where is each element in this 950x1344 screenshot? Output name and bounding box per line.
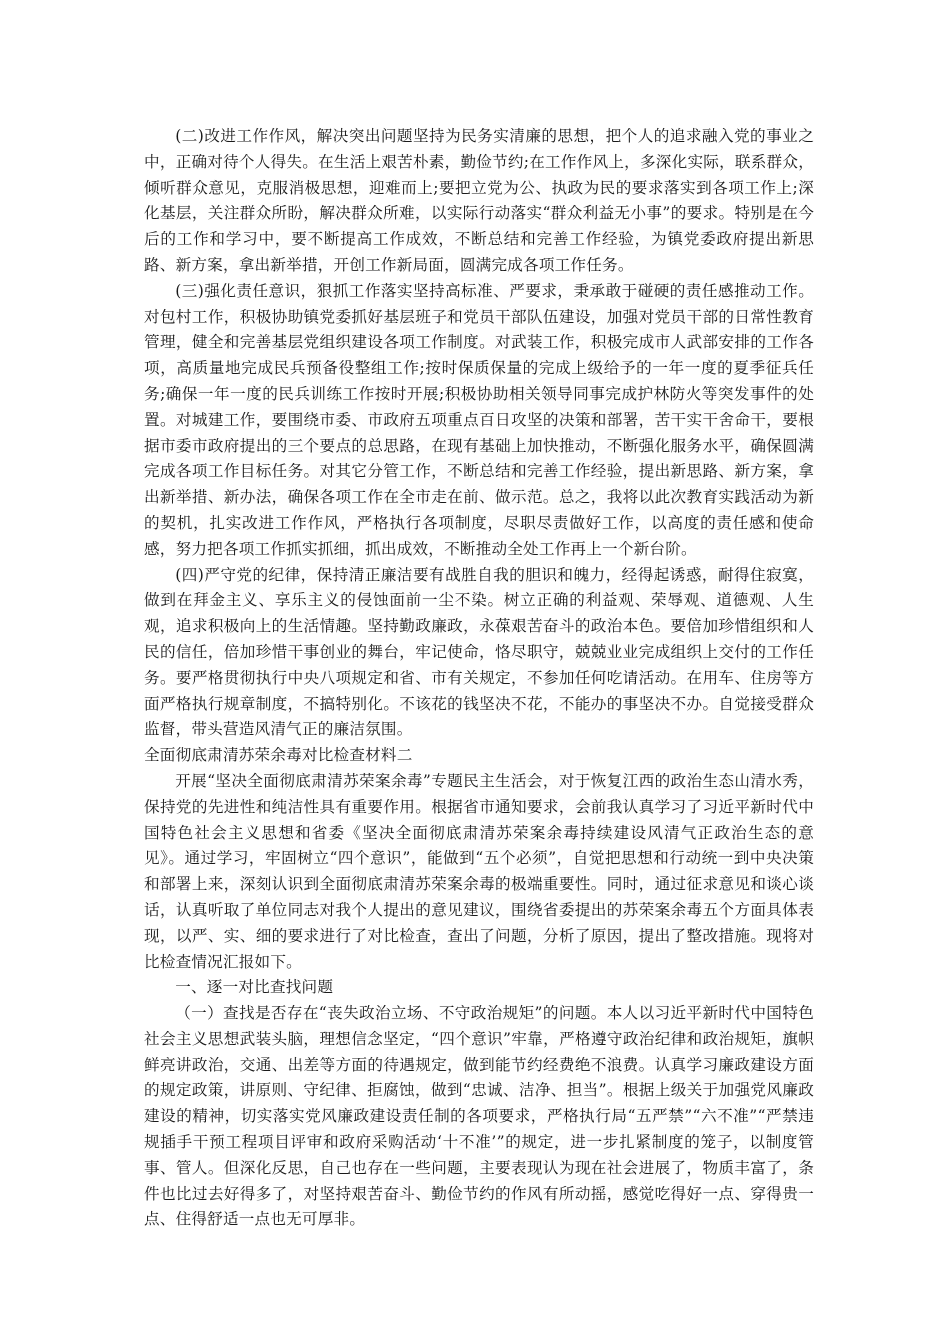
paragraph-improve-work-style: (二)改进工作作风，解决突出问题坚持为民务实清廉的思想，把个人的追求融入党的事业之中，正确对待个人得失。在生活上艰苦朴素，勤俭节约;在工作作风上，多深化实际，联系群众，倾听群众意见，克服消极思想，迎难而上;要把立党为公、执政为民的要求落实到各项工作上;深化基层，关注群众所盼，解决群众所难，以实际行动落实“群众利益无小事”的要求。特别是在今后的工作和学习中，要不断提高工作成效，不断总结和完善工作经验，为镇党委政府提出新思路、新方案，拿出新举措，开创工作新局面，圆满完成各项工作任务。 <box>144 127 814 274</box>
section-heading-problems: 一、逐一对比查找问题 <box>175 978 334 997</box>
paragraph-political-stance: （一）查找是否存在“丧失政治立场、不守政治规矩”的问题。本人以习近平新时代中国特色社会主义思想武装头脑，理想信念坚定，“四个意识”牢靠，严格遵守政治纪律和政治规矩，旗帜鲜亮讲政治，交通、出差等方面的待遇规定，做到能节约经费绝不浪费。认真学习廉政建设方面的规定政策，讲原则、守纪律、拒腐蚀，做到“忠诚、洁净、担当”。根据上级关于加强党风廉政建设的精神，切实落实党风廉政建设责任制的各项要求，严格执行局“五严禁”“六不准”“严禁违规插手干预工程项目评审和政府采购活动‘十不准’”的规定，进一步扎紧制度的笼子，以制度管事、管人。但深化反思，自己也存在一些问题，主要表现认为现在社会进展了，物质丰富了，条件也比过去好得多了，对坚持艰苦奋斗、勤俭节约的作风有所动摇，感觉吃得好一点、穿得贵一点、住得舒适一点也无可厚非。 <box>144 1004 814 1229</box>
paragraph-introduction: 开展“坚决全面彻底肃清苏荣案余毒”专题民主生活会，对于恢复江西的政治生态山清水秀，保持党的先进性和纯洁性具有重要作用。根据省市通知要求，会前我认真学习了习近平新时代中国特色社会主义思想和省委《坚决全面彻底肃清苏荣案余毒持续建设风清气正政治生态的意见》。通过学习，牢固树立“四个意识”，能做到“五个必须”，自觉把思想和行动统一到中央决策和部署上来，深刻认识到全面彻底肃清苏荣案余毒的极端重要性。同时，通过征求意见和谈心谈话，认真听取了单位同志对我个人提出的意见建议，围绕省委提出的苏荣案余毒五个方面具体表现，以严、实、细的要求进行了对比检查，查出了问题，分析了原因，提出了整改措施。现将对比检查情况汇报如下。 <box>144 771 814 971</box>
document-subtitle: 全面彻底肃清苏荣余毒对比检查材料二 <box>144 746 413 765</box>
document-body <box>144 124 814 1233</box>
paragraph-party-discipline: (四)严守党的纪律，保持清正廉洁要有战胜自我的胆识和魄力，经得起诱惑，耐得住寂寞，做到在拜金主义、享乐主义的侵蚀面前一尘不染。树立正确的利益观、荣辱观、道德观、人生观，追求积极向上的生活情趣。坚持勤政廉政，永葆艰苦奋斗的政治本色。要倍加珍惜组织和人民的信任，倍加珍惜干事创业的舞台，牢记使命，恪尽职守，兢兢业业完成组织上交付的工作任务。要严格贯彻执行中央八项规定和省、市有关规定，不参加任何吃请活动。在用车、住房等方面严格执行规章制度，不搞特别化。不该花的钱坚决不花，不能办的事坚决不办。自觉接受群众监督，带头营造风清气正的廉洁氛围。 <box>144 565 814 739</box>
paragraph-strengthen-responsibility: (三)强化责任意识，狠抓工作落实坚持高标准、严要求，秉承敢于碰硬的责任感推动工作。对包村工作，积极协助镇党委抓好基层班子和党员干部队伍建设，加强对党员干部的日常性教育管理，健全和完善基层党组织建设各项工作制度。对武装工作，积极完成市人武部安排的工作各项，高质量地完成民兵预备役整组工作;按时保质保量的完成上级给予的一年一度的夏季征兵任务;确保一年一度的民兵训练工作按时开展;积极协助相关领导同事完成护林防火等突发事件的处置。对城建工作，要围绕市委、市政府五项重点百日攻坚的决策和部署，苦干实干舍命干，要根据市委市政府提出的三个要点的总思路，在现有基础上加快推动，不断强化服务水平，确保圆满完成各项工作目标任务。对其它分管工作，不断总结和完善工作经验，提出新思路、新方案，拿出新举措、新办法，确保各项工作在全市走在前、做示范。总之，我将以此次教育实践活动为新的契机，扎实改进工作作风，严格执行各项制度，尽职尽责做好工作，以高度的责任感和使命感，努力把各项工作抓实抓细，抓出成效，不断推动全处工作再上一个新台阶。 <box>144 281 814 558</box>
